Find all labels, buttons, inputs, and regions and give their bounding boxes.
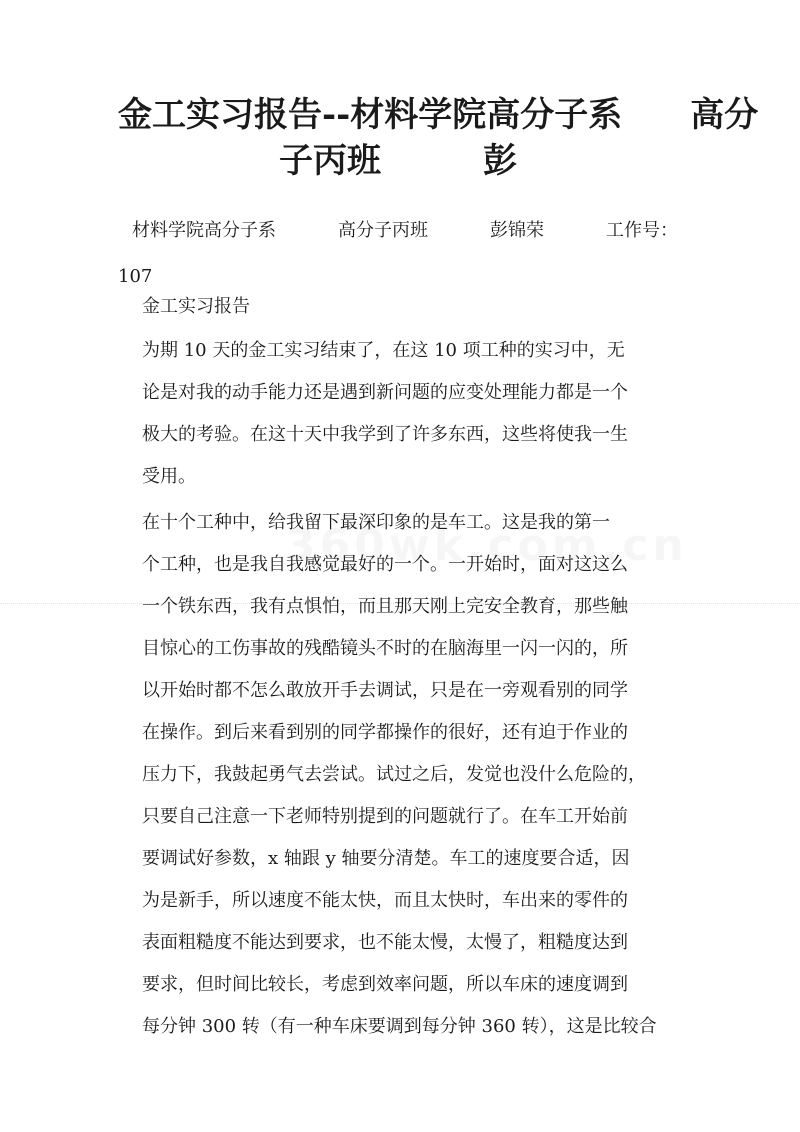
text-line: 目惊心的工伤事故的残酷镜头不时的在脑海里一闪一闪的，所 bbox=[142, 638, 628, 659]
document-title bbox=[118, 92, 759, 184]
text-line: 受用。 bbox=[142, 466, 196, 487]
document-body bbox=[118, 286, 678, 1052]
text-line: 论是对我的动手能力还是遇到新问题的应变处理能力都是一个 bbox=[142, 382, 628, 403]
author-name: 彭锦荣 bbox=[490, 220, 544, 241]
paragraph bbox=[118, 502, 678, 1048]
text-line: 以开始时都不怎么敢放开手去调试，只是在一旁观看别的同学 bbox=[142, 680, 628, 701]
class-name: 高分子丙班 bbox=[338, 220, 428, 241]
text-line: 每分钟 300 转（有一种车床要调到每分钟 360 转），这是比较合 bbox=[142, 1016, 657, 1037]
text-line: 压力下，我鼓起勇气去尝试。试过之后，发觉也没什么危险的， bbox=[142, 764, 646, 785]
title-line-2: 子丙班 彭 bbox=[279, 141, 517, 181]
text-line: 为期 10 天的金工实习结束了，在这 10 项工种的实习中，无 bbox=[142, 340, 625, 361]
text-line: 在十个工种中，给我留下最深印象的是车工。这是我的第一 bbox=[142, 512, 610, 533]
text-line: 金工实习报告 bbox=[142, 296, 250, 317]
title-line-1: 金工实习报告--材料学院高分子系 高分 bbox=[118, 95, 759, 135]
text-line: 个工种，也是我自我感觉最好的一个。一开始时，面对这这么 bbox=[142, 554, 628, 575]
text-line: 只要自己注意一下老师特别提到的问题就行了。在车工开始前 bbox=[142, 806, 628, 827]
text-line: 在操作。到后来看到别的同学都操作的很好，还有迫于作业的 bbox=[142, 722, 628, 743]
text-line: 一个铁东西，我有点惧怕，而且那天刚上完安全教育，那些触 bbox=[142, 596, 628, 617]
text-line: 表面粗糙度不能达到要求，也不能太慢，太慢了，粗糙度达到 bbox=[142, 932, 628, 953]
text-line: 要求，但时间比较长，考虑到效率问题，所以车床的速度调到 bbox=[142, 974, 628, 995]
text-line: 为是新手，所以速度不能太快，而且太快时，车出来的零件的 bbox=[142, 890, 628, 911]
text-line: 要调试好参数，x 轴跟 y 轴要分清楚。车工的速度要合适，因 bbox=[142, 848, 630, 869]
department: 材料学院高分子系 bbox=[132, 220, 276, 241]
work-number: 107 bbox=[118, 266, 153, 287]
paragraph bbox=[118, 286, 678, 328]
text-line: 极大的考验。在这十天中我学到了许多东西，这些将使我一生 bbox=[142, 424, 628, 445]
paragraph bbox=[118, 330, 678, 498]
work-number-label: 工作号： bbox=[606, 220, 678, 241]
